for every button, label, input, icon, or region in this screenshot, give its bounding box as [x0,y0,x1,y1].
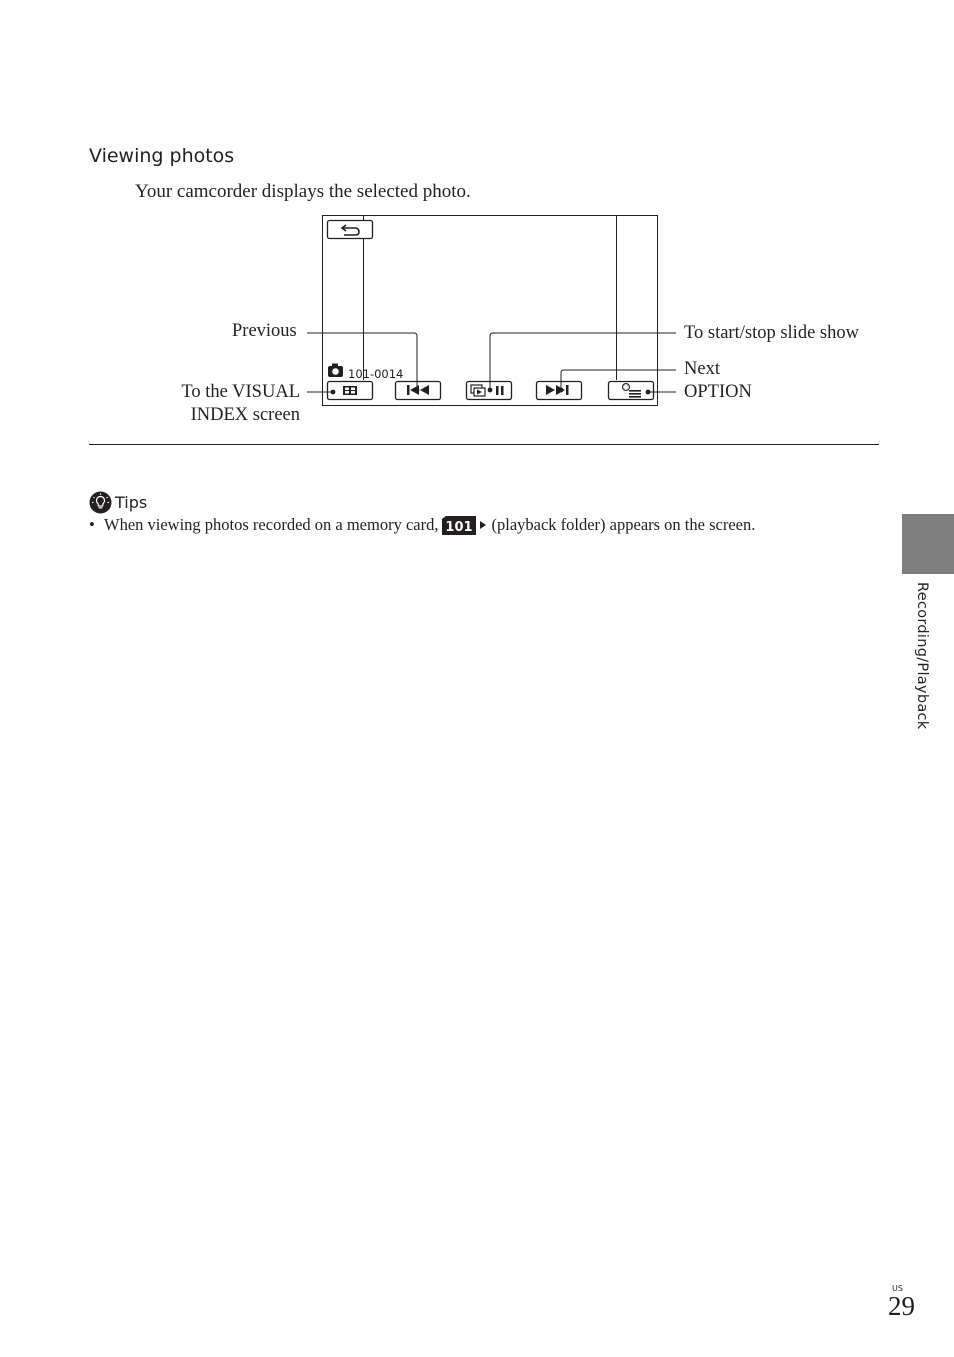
section-divider [89,444,879,445]
chapter-label: Recording/Playback [914,582,930,730]
tip-item [89,515,755,535]
callout-previous: Previous [232,321,297,341]
tip-text-after: (playback folder) appears on the screen. [491,515,756,534]
callout-visual-index-line2: INDEX screen [190,405,300,425]
playback-folder-badge [442,516,487,535]
visual-index-icon [343,386,357,395]
section-title: Viewing photos [89,145,235,167]
callout-visual-index [181,381,300,427]
callout-slideshow: To start/stop slide show [684,323,859,343]
chapter-tab [902,514,954,574]
play-arrow-icon [479,520,487,530]
lightbulb-icon [89,491,112,514]
page-region: US [892,1284,903,1293]
tips-heading [89,491,147,514]
callout-next: Next [684,359,720,379]
file-number: 101-0014 [348,367,404,381]
callout-option: OPTION [684,382,752,402]
memory-card-folder-icon [442,516,476,535]
tip-text-before: When viewing photos recorded on a memory card, [104,515,439,534]
playback-screen-diagram [0,0,954,460]
intro-text: Your camcorder displays the selected photo. [135,181,471,202]
back-button[interactable] [328,221,373,239]
tips-heading-label: Tips [115,493,148,512]
camera-icon [328,364,343,378]
folder-number: 101 [445,519,474,535]
tip-bullet: • [89,515,95,534]
callout-visual-index-line1: To the VISUAL [181,382,300,402]
page-number: 29 [888,1291,915,1321]
